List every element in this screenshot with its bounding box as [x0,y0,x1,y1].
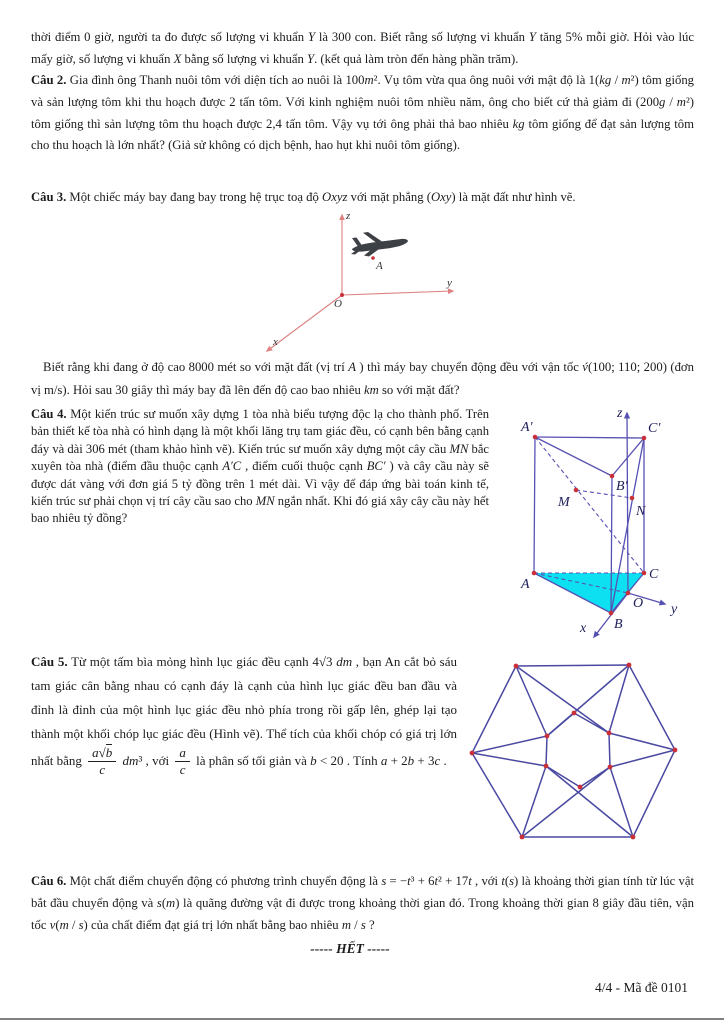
intro-text: thời điểm 0 giờ, người ta đo được số lượng vi khuẩn Y là 300 con. Biết rằng số lượng vi khuẩn Y tăng 5% mỗi giờ. Hỏi vào lúc mấy giờ, số lượng vi khuẩn X bằng số lượng vi khuẩn Y. (kết quả làm tròn đến hàng phần trăm). [31,30,694,66]
question-2-label: Câu 2. [31,73,67,87]
label-b: B [614,617,623,632]
fraction-denominator: c [99,762,106,778]
question-2-body: Gia đình ông Thanh nuôi tôm với diện tích ao nuôi là 100m². Vụ tôm vừa qua ông nuôi với mật độ là 1(kg / m²) tôm giống và sản lượng tôm khi thu hoạch được 2 tấn tôm. Với kinh nghiệm nuôi tôm nhiều năm, ông cho biết cứ thả giảm đi (200g / m²) tôm giống thì sản lượng tôm thu hoạch được 2,4 tấn tôm. Vậy vụ tới ông phải thả bao nhiêu kg tôm giống để đạt sản lượng tôm cho thu hoạch là lớn nhất? (Giả sử không có dịch bệnh, hao hụt khi nuôi tôm giống). [31,73,695,153]
label-c: C [649,567,659,582]
page-footer: 4/4 - Mã đề 0101 [595,980,688,995]
y-axis [342,291,453,295]
question-4 [31,406,489,528]
z-axis-label: z [346,210,351,222]
question-3-label: Câu 3. [31,190,67,204]
question-5-label: Câu 5. [31,654,68,669]
airplane-icon [351,232,408,257]
question-5-body-2: dm³ , với [122,752,173,768]
edge-a-top-b-top [535,437,612,476]
fraction-numerator [88,746,116,762]
question-4-label: Câu 4. [31,407,67,421]
x-axis-label: x [273,336,278,348]
label-c-top: C′ [648,421,661,436]
label-x-axis: x [580,621,587,636]
point-a-dot [371,256,375,260]
question-2 [31,70,694,157]
coordinate-system-airplane-figure [250,206,470,358]
fraction-numerator-coefficient: a√ [92,745,106,760]
z-axis [627,413,628,593]
label-o: O [633,596,644,611]
label-b-top: B′ [616,479,628,494]
fold-lines [472,665,675,837]
fraction-a-over-c [175,746,190,778]
label-y-axis: y [671,602,678,617]
question-6-label: Câu 6. [31,874,67,888]
question-6 [31,871,694,936]
question-6-body: Một chất điểm chuyển động có phương trình chuyển động là s = −t³ + 6t² + 17t , với t(s) là khoảng thời gian tính từ lúc vật bắt đầu chuyển động và s(m) là quãng đường vật đi được trong khoảng thời gian đó. Trong khoảng thời gian 8 giây đầu tiên, vận tốc v(m / s) của chất điểm đạt giá trị lớn nhất bằng bao nhiêu m / s ? [31,874,694,932]
origin-label: O [334,298,342,310]
label-n: N [636,504,646,519]
fraction-denominator: c [179,762,186,778]
edge-b-top-c-top [612,438,644,476]
fraction-numerator: a [175,746,190,762]
question-6-text [31,871,694,936]
fraction-radicand: b [105,745,113,760]
question-5-text [31,650,457,778]
end-marker: ----- HẾT ----- [310,941,390,956]
label-a-top: A′ [521,420,533,435]
page-bottom-edge [0,1018,724,1020]
question-4-body: Một kiến trúc sư muốn xây dựng 1 tòa nhà biểu tượng độc lạ cho thành phố. Trên bản thiết kế tòa nhà có hình dạng là một khối lăng trụ tam giác đều, có cạnh bên bằng cạnh đáy và dài 306 mét (tham khảo hình vẽ). Kiến trúc sư muốn xây dựng một cây cầu MN bắc xuyên tòa nhà (điểm đầu thuộc cạnh A′C , điểm cuối thuộc cạnh BC′ ) và cây cầu này sẽ được dát vàng với đơn giá 5 tỷ đồng trên 1 mét dài. Vì vậy để đáp ứng bài toán kinh tế, kiến trúc sư phải chọn vị trí cây cầu sao cho MN ngắn nhất. Khi đó giá xây cây cầu này hết bao nhiêu tỷ đồng? [31,407,490,526]
question-3-continued-text: Biết rằng khi đang ở độ cao 8000 mét so với mặt đất (vị trí A ) thì máy bay chuyển động đều với vận tốc v́(100; 110; 200) (đơn vị m/s). Hỏi sau 30 giây thì máy bay đã lên đến độ cao bao nhiêu km so với mặt đất? [31,360,694,397]
label-z-axis: z [617,406,623,421]
fraction-a-sqrt-b-over-c [88,746,116,778]
point-a-label: A [376,260,383,272]
question-5-body-1: Từ một tấm bìa mỏng hình lục giác đều cạnh 4√3 dm , bạn An cắt bỏ sáu tam giác cân bằng nhau có cạnh đáy là cạnh của hình lục giác đều ban đầu và đỉnh là đỉnh của một hình lục giác đều nhỏ phía trong rồi gấp lên, ghép lại tạo thành một khối chóp lục giác đều (Hình vẽ). Thể tích của khối chóp có giá trị lớn nhất bằng [31,654,458,768]
question-3-continued [31,356,694,402]
x-axis [267,295,342,351]
label-a: A [521,577,530,592]
triangular-prism-figure [492,404,724,652]
question-5 [31,650,457,778]
question-3-body: Một chiếc máy bay đang bay trong hệ trục toạ độ Oxyz với mặt phẳng (Oxy) là mặt đất như hình vẽ. [66,190,576,204]
label-m: M [558,495,570,510]
question-2-text [31,70,694,157]
edge-aa-top [534,437,535,573]
y-axis-label: y [447,277,452,289]
outer-hexagon [472,665,675,837]
question-4-text [31,406,489,528]
question-5-body-3: là phân số tối giản và b < 20 . Tính a + 2b + 3c . [192,752,447,768]
vertex-dots [470,663,678,840]
hexagon-net-figure [450,642,698,854]
origin-dot [340,293,344,297]
inner-hexagon [546,713,610,787]
intro-paragraph [31,27,694,71]
